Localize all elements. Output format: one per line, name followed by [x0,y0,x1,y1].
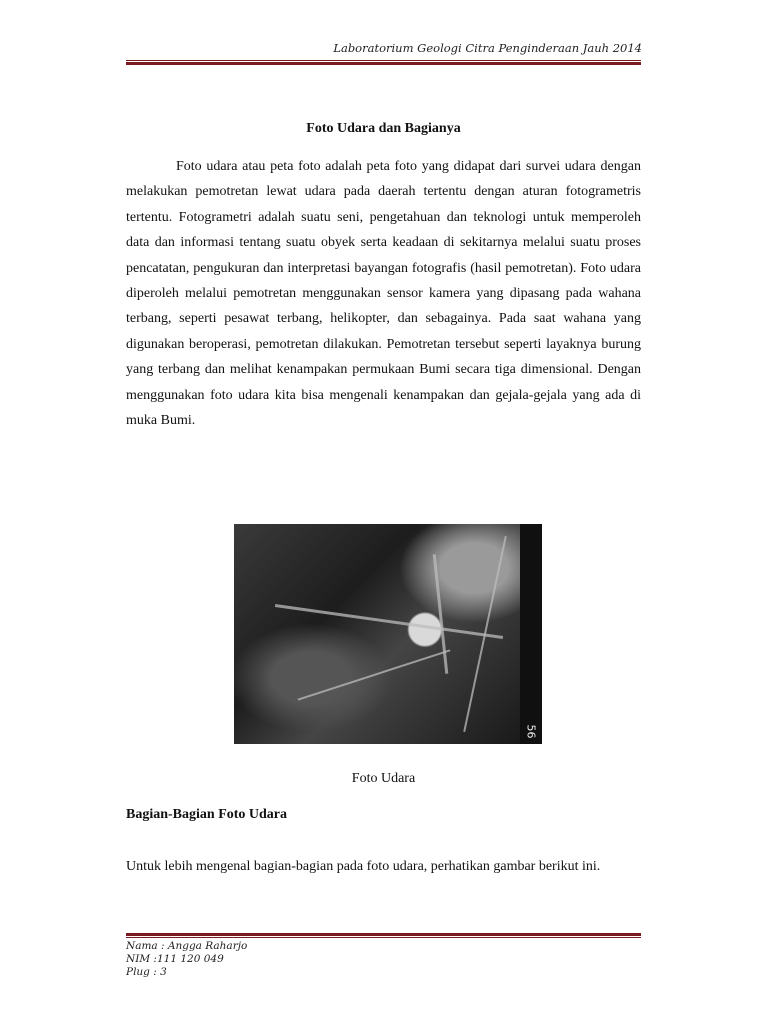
intro-paragraph: Foto udara atau peta foto adalah peta foto yang didapat dari survei udara dengan melakukan pemotretan lewat udara pada daerah tertentu dengan aturan fotogrametris tertentu. Fotogrametri adalah suatu seni, pengetahuan dan teknologi untuk memperoleh data dan informasi tentang suatu obyek serta keadaan di sekitarnya melalui suatu proses pencatatan, pengukuran dan interpretasi bayangan fotografis (hasil pemotretan). Foto udara diperoleh melalui pemotretan menggunakan sensor kamera yang dipasang pada wahana terbang, seperti pesawat terbang, helikopter, dan sebagainya. Pada saat wahana yang digunakan beroperasi, pemotretan dilakukan. Pemotretan tersebut seperti layaknya burung yang terbang dan melihat kenampakan permukaan Bumi secara tiga dimensional. Dengan menggunakan foto udara kita bisa mengenali kenampakan dan gejala-gejala yang ada di muka Bumi. [126,159,641,429]
student-id: NIM :111 120 049 [126,953,224,965]
author-name: Nama : Angga Raharjo [126,940,248,952]
figure-caption: Foto Udara [351,771,416,786]
section-paragraph: Untuk lebih mengenal bagian-bagian pada foto udara, perhatikan gambar berikut ini. [126,859,601,874]
section-heading: Bagian-Bagian Foto Udara [126,807,288,822]
footer-info [126,940,247,979]
plug-number: Plug : 3 [126,966,167,978]
footer-rule [126,933,641,938]
frame-number: 56 [524,724,538,739]
header-rule [126,60,641,65]
running-header: Laboratorium Geologi Citra Penginderaan Jauh 2014 [333,41,642,55]
aerial-photo [234,524,542,744]
page-title: Foto Udara dan Bagianya [306,121,461,136]
